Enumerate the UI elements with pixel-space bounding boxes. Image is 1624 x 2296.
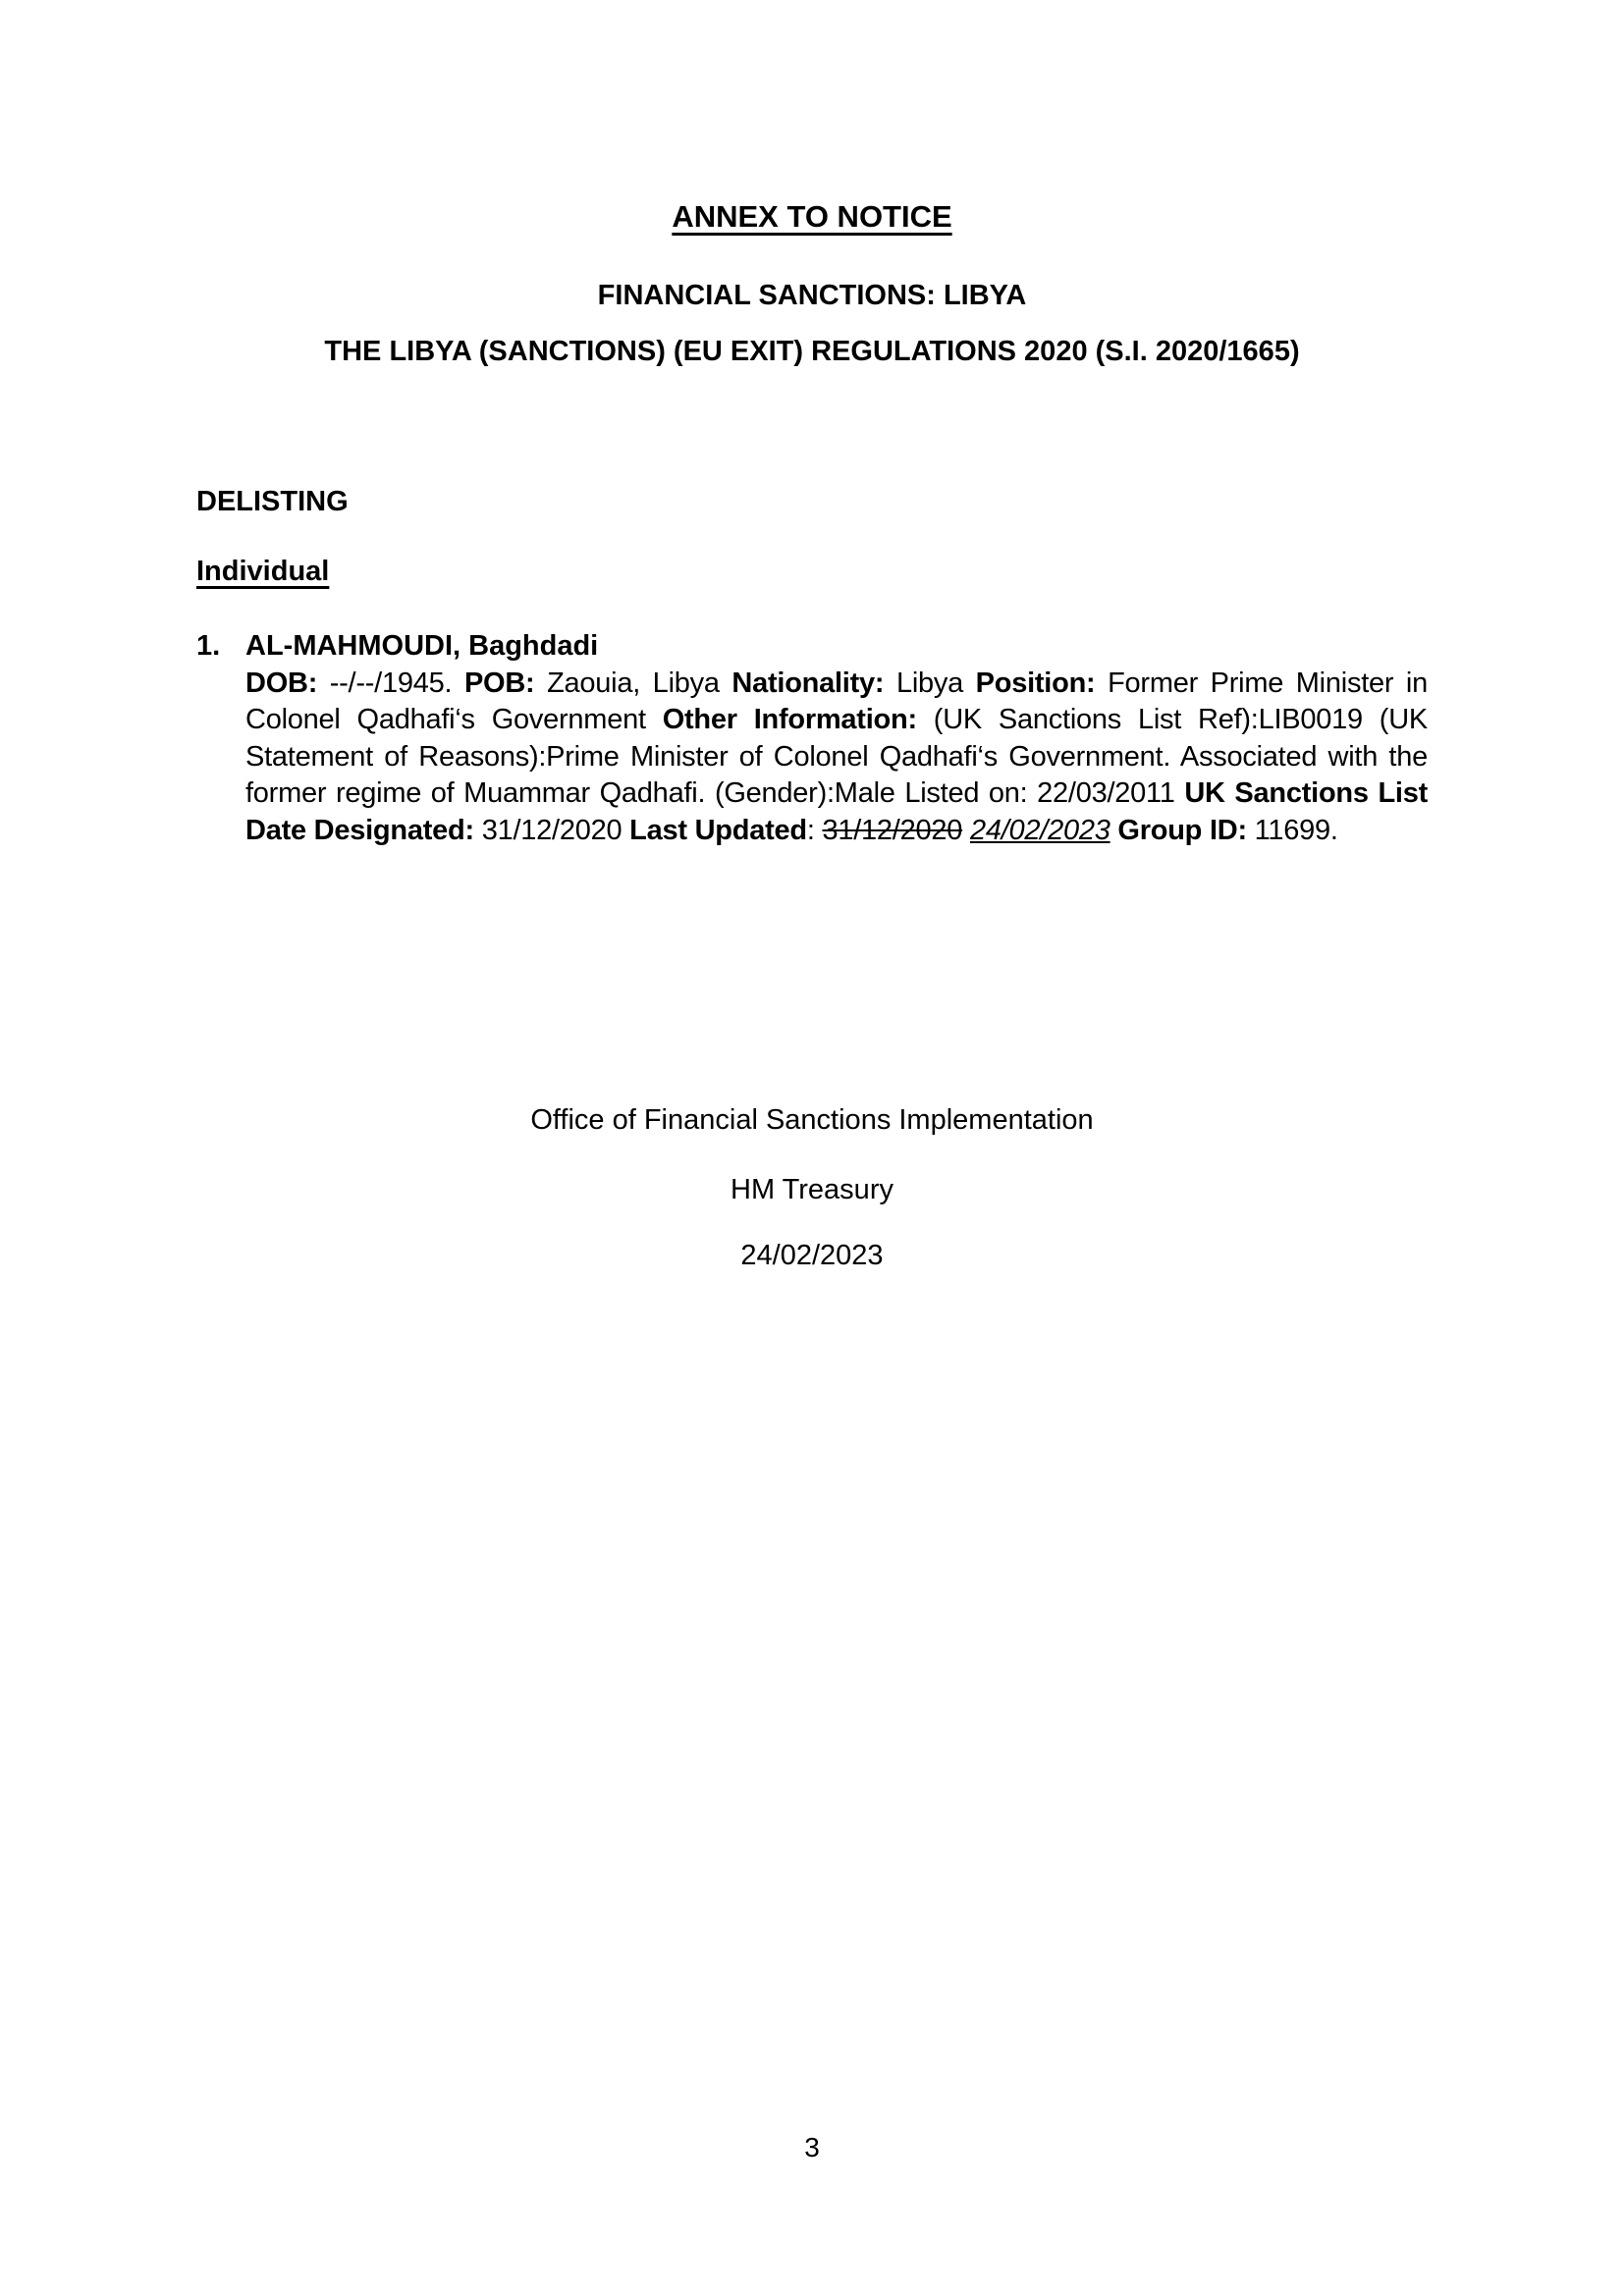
document-title: ANNEX TO NOTICE [672, 199, 952, 234]
entry-details: DOB: --/--/1945. POB: Zaouia, Libya Nationality: Libya Position: Former Prime Minister in Colonel Qadhafi‘s Government Other Information: (UK Sanctions List Ref):LIB0019 (UK Statement of Reasons):Prime Minister of Colonel Qadhafi‘s Government. Associated with the former regime of Muammar Qadhafi. (Gender):Male Listed on: 22/03/2011 UK Sanctions List Date Designated: 31/12/2020 Last Updated: 31/12/2020 24/02/2023 Group ID: 11699. [245, 667, 1428, 846]
page-number: 3 [804, 2132, 820, 2163]
footer-department-name: HM Treasury [731, 1174, 893, 1205]
footer-date: 24/02/2023 [740, 1240, 884, 1271]
regulations-heading: THE LIBYA (SANCTIONS) (EU EXIT) REGULATIONS 2020 (S.I. 2020/1665) [324, 336, 1300, 367]
entry-number: 1. [196, 630, 221, 662]
delisting-section-heading: DELISTING [196, 486, 349, 517]
sanctions-entry [196, 628, 1428, 850]
financial-sanctions-heading: FINANCIAL SANCTIONS: LIBYA [597, 280, 1027, 311]
entry-body [245, 628, 1428, 850]
entry-name: AL-MAHMOUDI, Baghdadi [245, 630, 599, 662]
individual-subsection-heading: Individual [196, 556, 330, 587]
footer-office-name: Office of Financial Sanctions Implementation [530, 1104, 1094, 1136]
